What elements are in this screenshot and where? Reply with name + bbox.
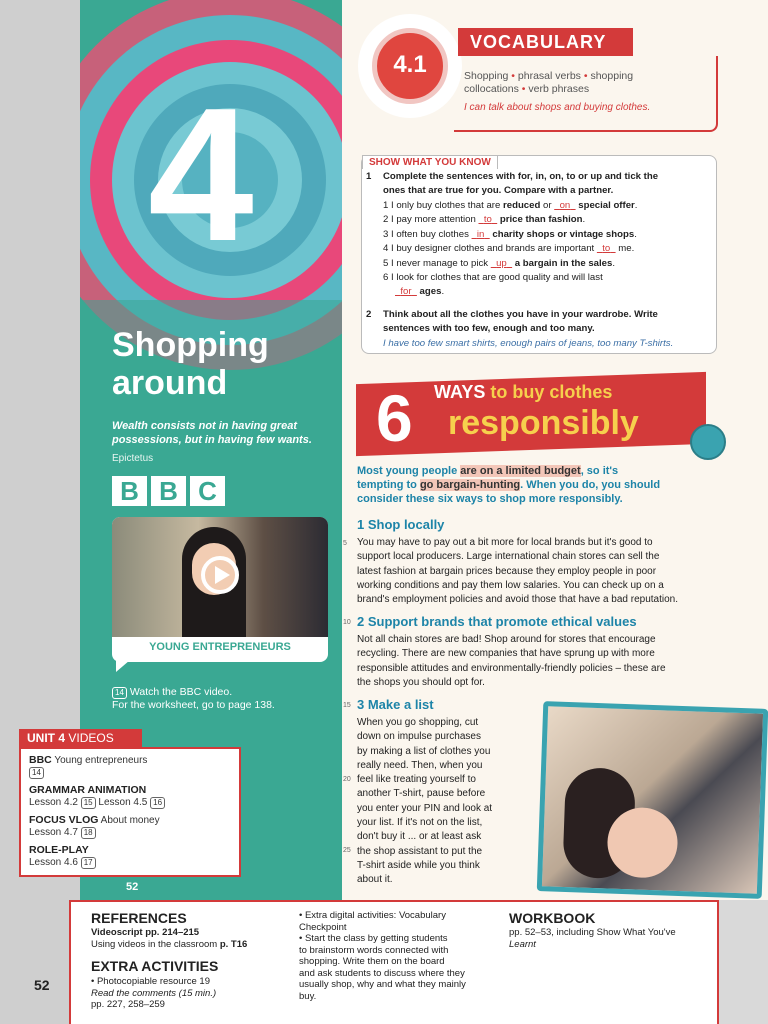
line-number: 20: [343, 776, 351, 783]
unit-number: 4: [148, 69, 254, 281]
bbc-logo: B B C: [112, 476, 225, 506]
can-do-statement: I can talk about shops and buying clothes.: [464, 102, 651, 113]
video-badge-icon: 16: [150, 797, 165, 809]
video-badge-icon: 15: [81, 797, 96, 809]
workbook-pages: pp. 52–53, including Show What You've Learnt: [509, 927, 676, 950]
exercise-item: 6 I look for clothes that are good quality and will last for ages.: [383, 272, 603, 298]
exercise-2-example: I have too few smart shirts, enough pairs of jeans, too many T-shirts.: [383, 338, 674, 349]
extra-activities-list: • Photocopiable resource 19 Read the comments (15 min.) pp. 227, 258–259: [91, 976, 217, 1010]
video-title: YOUNG ENTREPRENEURS: [149, 641, 291, 653]
references-heading: REFERENCES: [91, 910, 187, 926]
section-2-text: Not all chain stores are bad! Shop around for stores that encourage recycling. There are new companies that have sprung up with more responsible attitudes and environmentally-friendly policies – these are the shops you should opt for.: [357, 634, 666, 688]
line-number: 25: [343, 847, 351, 854]
speech-tail: [116, 660, 130, 672]
page-number: 52: [34, 977, 50, 993]
answer-blank[interactable]: on: [559, 200, 571, 211]
unit-videos-tab: UNIT 4 VIDEOS: [19, 729, 142, 747]
workbook-heading: WORKBOOK: [509, 910, 596, 926]
answer-blank[interactable]: to: [602, 243, 611, 255]
vocabulary-heading: VOCABULARY: [458, 28, 633, 56]
vocabulary-header: [358, 14, 716, 130]
bbc-video-card[interactable]: [112, 517, 328, 662]
clothes-button-icon: [690, 424, 726, 460]
exercise-item: 2 I pay more attention to price than fashion.: [383, 214, 586, 226]
banner-subtitle: responsibly: [448, 404, 639, 442]
watch-instructions: 14 Watch the BBC video. For the worksheet, go to page 138.: [112, 686, 275, 711]
answer-blank[interactable]: for: [400, 286, 412, 298]
banner-title: WAYS to buy clothes: [434, 382, 613, 402]
section-2-heading: 2 Support brands that promote ethical values: [357, 614, 637, 629]
lesson-circle: [358, 14, 462, 118]
exercise-1-instructions: Complete the sentences with for, in, on, to or up and tick the ones that are true for you. Compare with a partner.: [383, 171, 659, 197]
video-badge-icon: 17: [81, 857, 96, 869]
unit-videos-box: BBC Young entrepreneurs 14 GRAMMAR ANIMATION Lesson 4.2 15 Lesson 4.5 16 FOCUS VLOG About money Lesson 4.7 18 ROLE-PLAY Lesson 4.6 17: [19, 747, 241, 877]
woman-photo: [537, 701, 768, 899]
video-badge-icon: 14: [112, 687, 127, 699]
extra-activities-heading: EXTRA ACTIVITIES: [91, 958, 219, 974]
answer-blank[interactable]: in: [476, 228, 485, 240]
banner-number: 6: [376, 381, 413, 455]
answer-blank[interactable]: up: [496, 257, 507, 269]
line-number: 15: [343, 702, 351, 709]
quote-author: Epictetus: [112, 453, 154, 464]
video-badge-icon: 18: [81, 827, 96, 839]
article-banner: [356, 370, 712, 456]
exercise-item: 3 I often buy clothes in charity shops or vintage shops.: [383, 228, 637, 240]
unit-title: Shopping around: [112, 326, 269, 402]
section-3-heading: 3 Make a list: [357, 697, 434, 712]
exercise-1-items: [383, 199, 713, 300]
line-number: 5: [343, 540, 347, 547]
video-badge-icon: 14: [29, 767, 44, 779]
line-number: 10: [343, 619, 351, 626]
section-1-heading: 1 Shop locally: [357, 517, 445, 532]
reference-videos: Using videos in the classroom p. T16: [91, 939, 248, 950]
exercise-item: 1 I only buy clothes that are reduced or on special offer.: [383, 200, 638, 211]
reference-videoscript: Videoscript pp. 214–215: [91, 927, 200, 938]
video-thumbnail[interactable]: [112, 517, 328, 637]
teacher-references-box: [69, 900, 719, 1024]
play-icon[interactable]: [200, 555, 240, 595]
teaching-notes: • Extra digital activities: Vocabulary Checkpoint • Start the class by getting students to brainstorm words connected with shopping. Write them on the board and ask students to discuss where they usually shop, why and what they mainly buy.: [299, 910, 466, 1002]
section-1-text: You may have to pay out a bit more for local brands but it's good to support local producers. Large international chain stores can sell the latest fashion at bargain prices because they employ people in poor working conditions and pay them low salaries. You can check up on a brand's employment policies and avoid those that have a bad reputation.: [357, 537, 679, 606]
section-3-text: When you go shopping, cut down on impulse purchases by making a list of clothes you really need. Then, when you feel like treating yourself to another T-shirt, pause before you enter your PIN and look at your list. If it's not on the list, don't buy it ... or at least ask the shop assistant to put the T-shirt aside while you think about it.: [357, 717, 493, 886]
unit-quote: Wealth consists not in having great possessions, but in having few wants.: [112, 420, 312, 446]
show-what-you-know-tab: SHOW WHAT YOU KNOW: [362, 155, 498, 169]
lesson-topics: Shopping • phrasal verbs • shopping collocations • verb phrases: [464, 70, 634, 95]
article-intro: Most young people are on a limited budget, so it's tempting to go bargain-hunting. When you do, you should consider these six ways to shop more responsibly.: [357, 465, 661, 505]
show-what-you-know-box: SHOW WHAT YOU KNOW 1 Complete the sentences with for, in, on, to or up and tick the ones that are true for you. Compare with a partner. 1 I only buy clothes that are reduced or on special offer. 2 I pay more attention to price than fashion. 3 I often buy clothes in charity shops or vintage shops. 4 I buy designer clothes and brands are important to me. 5 I never manage to pick up a bargain in the sales. 6 I look for clothes that are good quality and will last for ages. 2 Think about all the clothes you have in your wardrobe. Write sentences with too few, enough and too many. I have too few smart shirts, enough pairs of jeans, too many T-shirts.: [361, 155, 717, 354]
exercise-item: 5 I never manage to pick up a bargain in the sales.: [383, 257, 616, 269]
exercise-2-instructions: Think about all the clothes you have in your wardrobe. Write sentences with too few, enough and too many.: [383, 309, 658, 335]
lesson-number: 4.1: [393, 51, 427, 78]
exercise-item: 4 I buy designer clothes and brands are important to me.: [383, 243, 635, 255]
answer-blank[interactable]: to: [483, 214, 492, 226]
panel-page-number: 52: [126, 881, 139, 893]
